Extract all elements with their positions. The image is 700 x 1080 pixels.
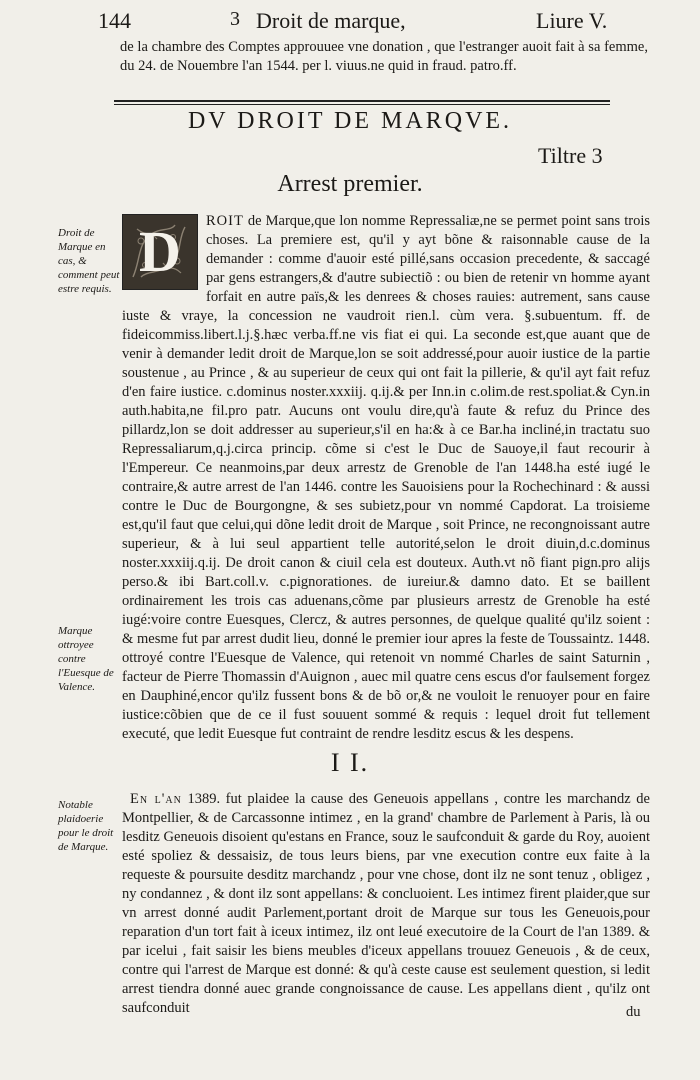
book-label: Liure V. <box>536 8 608 33</box>
margin-note: Droit de Marque en cas, & comment peut estre requis. <box>58 227 120 295</box>
section-number: I I. <box>330 748 370 777</box>
running-title: Droit de marque, <box>256 8 406 33</box>
paragraph-text: 1389. fut plaidee la cause des Geneuois appellans , contre les marchandz de Montpellier, & de Carcassonne intimez , en la grand' chambre de Parlement à Paris, là ou lesditz Geneuois disoient qu'estans en France, souz le saufconduit & garde du Roy, auoient esté spoliez & dessaisiz, de tous leurs biens, par vne execution contre eux faite à la requeste & poursuite desditz marchandz , pour vne chose, dont ilz ne sont tenuz , obligez , ny condannez , & dont ilz sont appellans: & concluoient. Les intimez firent plaider,que sur vn arrest donné audit Parlement,portant droit de Marque sur tous les Geneuois,pour reparation d'un tort fait à iceux intimez, ilz ont leué executoire de la Court de l'an 1389. & par icelui , fait saisir les biens meubles d'iceux appellans trouuez Geneuois , & de ceux, contre qui l'arrest de Marque est donné: & qu'à ceste cause est seulement question, si ledit arrest tiendra donné auec grande congnoissance de cause. Les appellans dient , qu'ilz ont saufconduit <box>122 791 650 1016</box>
paragraph-text: de Marque,que lon nomme Repressaliæ,ne se permet point sans trois choses. La premiere est, qu'il y ayt bõne & raisonnable cause de la demander : comme d'auoir esté pillé,sans occasion precedente, & saccagé par gens estrangers,& d'autre subiectiõ : ou bien de retenir vn homme ayant forfait en autre païs,& les denrees & choses rauies: autrement, sans cause iuste & vraye, la concession ne vaudroit rien.l. cùm vera. §.subuentum. ff. de fideicommiss.libert.l.j.§.hæc verba.ff.ne vis fiat ei qui. La seconde est,que auant que de venir à demander ledit droit de Marque,lon se soit addressé,pour auoir iustice de la partie soustenue , au Prince , & au superieur de ceux qui ont fait la pillerie, & qu'il ayt fait refuz d'en faire iustice. c.dominus noster.xxxiij. q.ij.& per Inn.in c.olim.de rest.spoliat.& Cyn.in auth.habita,ne fil.pro patr. Aucuns ont voulu dire,qu'à faute & refuz du Prince des pillardz,lon se doit addresser au superieur,s'il en ha:& à ce Bar.ha incliné,in tractatu suo Repressaliarum,q.j.circa princip. cõme si c'est le Duc de Sauoye,il faut recourir à l'Empereur. Ce neanmoins,par deux arrestz de Grenoble de l'an 1448.ha esté iugé le contraire,& autre arrest de l'an 1446. contre les Sauoisiens pour la Rochechinard : & aussi contre le Duc de Bourgongne, & ses subietz,pour vn nommé Capdorat. La troisieme est,qu'il faut que celui,qui dõne ledit droit de Marque , soit Prince, ne recongnoissant autre superieur, & à lui seul appartient telle autorité,selon le droit diuin,d.c.dominus noster.xxxiij.q.ij. De droit canon & ciuil cela est douteux. Auth.vt nõ fiant pign.pro alijs perso.& ibi Bart.coll.v. c.pignorationes. de iureiur.& damno dato. Et se baillent ordinairement les trois cas aduenans,cõme par plusieurs arrestz de Grenoble ha esté iugé:voire contre Euesques, Clercz, & autres personnes, de quelque qualité qu'ilz soient : & mesme fut par arrest dudit lieu, donné le premier iour apres la feste de Toussaintz. 1448. ottroyé contre l'Euesque de Valence, qui retenoit vn nommé Charles de saint Saturnin , facteur de Pierre Thomassin d'Auignon , auec mil quatre cens escus d'or faulsement forgez en Dauphiné,encor qu'ilz fussent bons & de bõ or,& ne vouloit le renuoyer pour en faire iustice:cõbien que de ce il fust souuent sommé & requis : lequel droit fut tellement executé, que ledit Euesque fut contraint de rendre lesditz escus & les despens. <box>122 213 650 742</box>
margin-note: Marque ottroyee contre l'Euesque de Valence. <box>58 625 114 693</box>
opening-word: ROIT <box>206 213 244 229</box>
ornamental-initial <box>122 214 198 290</box>
running-head <box>98 8 658 40</box>
section-title: DV DROIT DE MARQVE. <box>187 108 513 134</box>
section-rule <box>114 100 610 102</box>
catchword: du <box>626 1004 641 1020</box>
initial-letter: D <box>139 219 181 284</box>
opening-words: En l'an <box>130 791 182 807</box>
page-number: 144 <box>98 8 131 33</box>
carry-over-text: de la chambre des Comptes approuuee vne donation , que l'estranger auoit fait à sa femme, du 24. de Nouembre l'an 1544. per l. viuus.ne quid in fraud. patro.ff. <box>120 39 648 74</box>
margin-note: Notable plaidoerie pour le droit de Marque. <box>58 799 114 853</box>
section-marker: 3 <box>230 8 240 30</box>
section-rule-thin <box>114 104 610 105</box>
paragraph-arret-premier <box>122 212 650 744</box>
tiltre-label: Tiltre 3 <box>538 143 603 168</box>
paragraph-two <box>122 790 650 1018</box>
arret-heading: Arrest premier. <box>277 171 423 197</box>
